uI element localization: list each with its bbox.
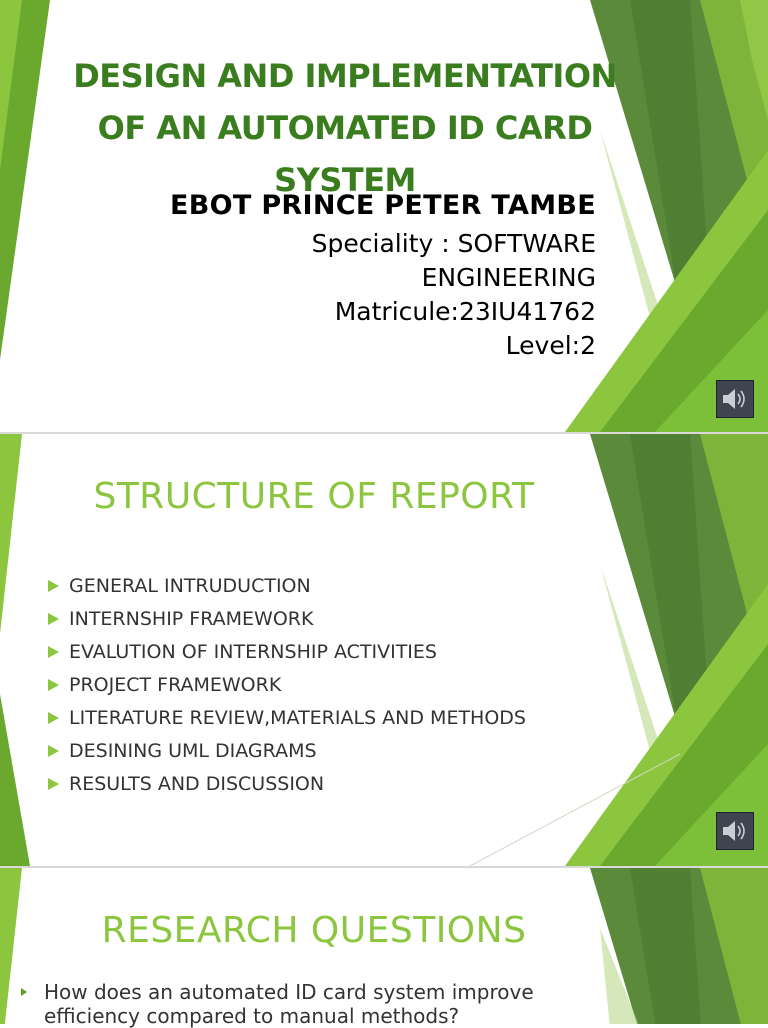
bullet-icon: [48, 580, 59, 592]
list-item: RESULTS AND DISCUSSION: [48, 768, 526, 801]
bullet-icon: [48, 679, 59, 691]
list-item: LITERATURE REVIEW,MATERIALS AND METHODS: [48, 702, 526, 735]
matricule-line: Matricule:23IU41762: [334, 297, 596, 326]
research-questions-title: RESEARCH QUESTIONS: [101, 910, 527, 951]
presentation-title: DESIGN AND IMPLEMENTATION OF AN AUTOMATED ID CARD SYSTEM: [73, 57, 617, 199]
list-item: DESINING UML DIAGRAMS: [48, 735, 526, 768]
question-item: How does an automated ID card system improve efficiency compared to manual methods?: [18, 980, 618, 1028]
slide-title: [0, 0, 768, 432]
speaker-icon[interactable]: [716, 812, 754, 850]
student-info: [176, 227, 596, 363]
bullet-icon: [48, 712, 59, 724]
structure-title: STRUCTURE OF REPORT: [93, 476, 535, 517]
speciality-line-2: ENGINEERING: [421, 263, 596, 292]
list-item: EVALUTION OF INTERNSHIP ACTIVITIES: [48, 636, 526, 669]
bullet-icon: [21, 988, 27, 996]
author-name: EBOT PRINCE PETER TAMBE: [170, 190, 596, 221]
speciality-line: Speciality : SOFTWARE: [311, 229, 596, 258]
structure-list: [48, 570, 526, 801]
bullet-icon: [48, 745, 59, 757]
list-item: PROJECT FRAMEWORK: [48, 669, 526, 702]
list-item: GENERAL INTRUDUCTION: [48, 570, 526, 603]
list-item: INTERNSHIP FRAMEWORK: [48, 603, 526, 636]
bullet-icon: [48, 613, 59, 625]
level-line: Level:2: [505, 331, 596, 360]
bullet-icon: [48, 646, 59, 658]
speaker-icon[interactable]: [716, 380, 754, 418]
bullet-icon: [48, 778, 59, 790]
